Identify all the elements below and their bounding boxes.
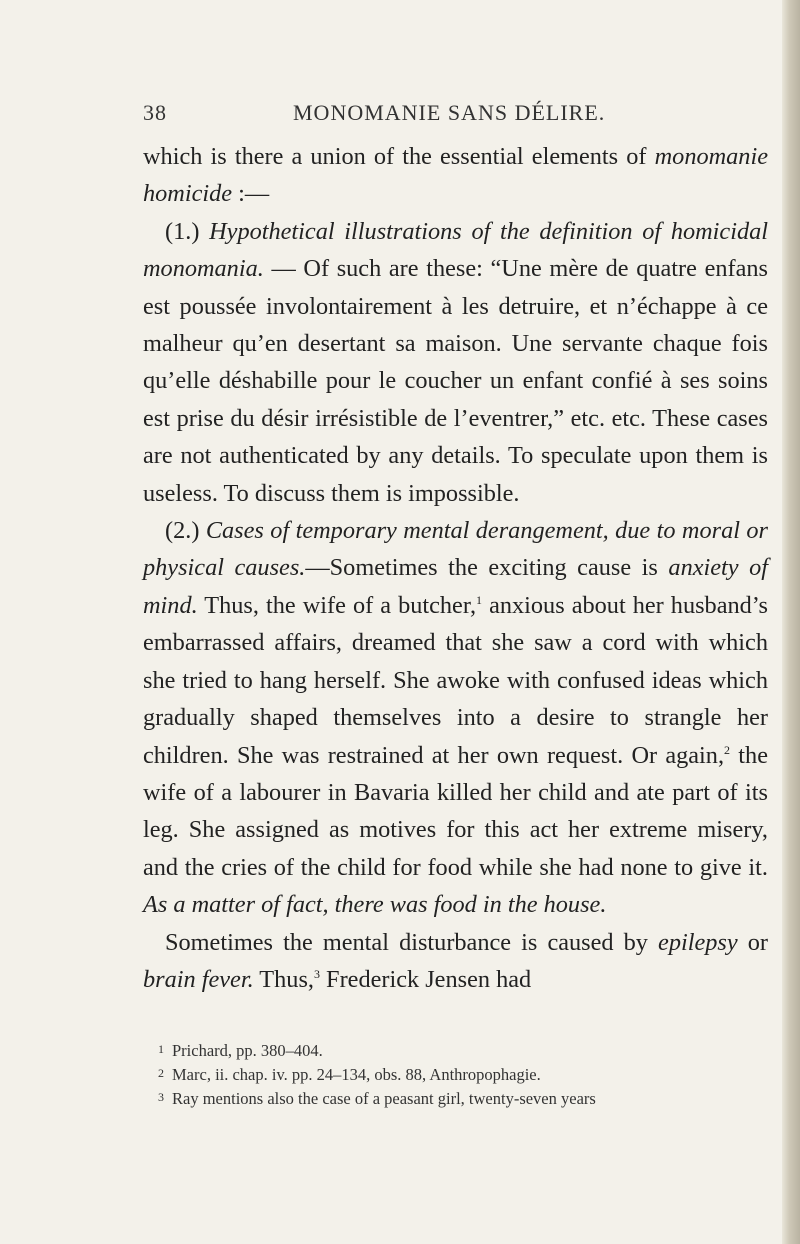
footnote xyxy=(158,1062,778,1086)
italic-run: As a matter of fact, there was food in the house. xyxy=(143,891,607,919)
body-text xyxy=(143,138,768,998)
footnote-ref[interactable]: 2 xyxy=(724,742,731,757)
footnote-mark: 1 xyxy=(158,1042,164,1056)
italic-run: monomanie homicide xyxy=(143,143,768,208)
italic-heading: Hypothetical illustrations of the definition of homicidal monomania. xyxy=(143,217,768,283)
footnote-ref[interactable]: 1 xyxy=(476,592,483,607)
text-run: —Sometimes the exciting cause is xyxy=(305,554,669,582)
footnote-mark: 3 xyxy=(158,1090,164,1104)
text-run: — Of such are these: “Une mère de quatre enfans est poussée involontairement à les detruire, et n’échappe à ce malheur qu’en desertant sa maison. Une servante chaque fois qu’elle déshabille pour le coucher un enfant confié à ses soins est prise du désir irrésistible de l’eventrer,” etc. etc. These cases are not authenticated by any details. To speculate upon them is useless. To discuss them is impossible. xyxy=(143,255,768,507)
text-run: or xyxy=(737,928,768,956)
italic-run: brain fever. xyxy=(143,965,254,993)
page-edge xyxy=(782,0,800,1244)
italic-run: anxiety of mind. xyxy=(143,554,769,619)
text-run: Thus, xyxy=(253,965,314,993)
footnote xyxy=(158,1086,778,1110)
footnote xyxy=(158,1038,778,1062)
text-run: Thus, the wife of a butcher, xyxy=(197,591,477,619)
paragraph-4 xyxy=(143,924,768,999)
italic-heading: Cases of temporary mental derangement, due to moral or physical causes. xyxy=(143,517,768,582)
text-run: which is there a union of the essential elements of xyxy=(143,143,655,170)
paragraph-1 xyxy=(143,138,768,213)
paragraph-3 xyxy=(143,512,768,923)
footnote-text: Marc, ii. chap. iv. pp. 24–134, obs. 88, Anthropophagie. xyxy=(172,1065,541,1084)
text-run: :— xyxy=(232,180,270,208)
italic-run: epilepsy xyxy=(658,928,738,956)
footnote-text: Ray mentions also the case of a peasant girl, twenty-seven years xyxy=(172,1089,596,1108)
footnote-ref[interactable]: 3 xyxy=(313,966,320,981)
running-title: MONOMANIE SANS DÉLIRE. xyxy=(293,100,606,125)
page-number: 38 xyxy=(143,100,167,125)
text-run: the wife of a labourer in Bavaria killed her child and ate part of its leg. She assigned as motives for this act her extreme misery, and the cries of the child for food while she had none to give it. xyxy=(143,741,768,881)
text-run: Frederick Jensen had xyxy=(319,965,532,993)
text-run: anxious about her husband’s embarrassed affairs, dreamed that she saw a cord with which she tried to hang herself. She awoke with confused ideas which gradually shaped themselves into a desire to strangle her children. She was restrained at her own request. Or again, xyxy=(143,591,768,769)
section-number: (2.) xyxy=(165,517,206,545)
section-number: (1.) xyxy=(165,217,210,245)
text-run: Sometimes the mental disturbance is caused by xyxy=(165,928,659,956)
paragraph-2 xyxy=(143,213,768,512)
footnotes xyxy=(158,1038,778,1110)
footnote-mark: 2 xyxy=(158,1066,164,1080)
footnote-text: Prichard, pp. 380–404. xyxy=(172,1041,323,1060)
